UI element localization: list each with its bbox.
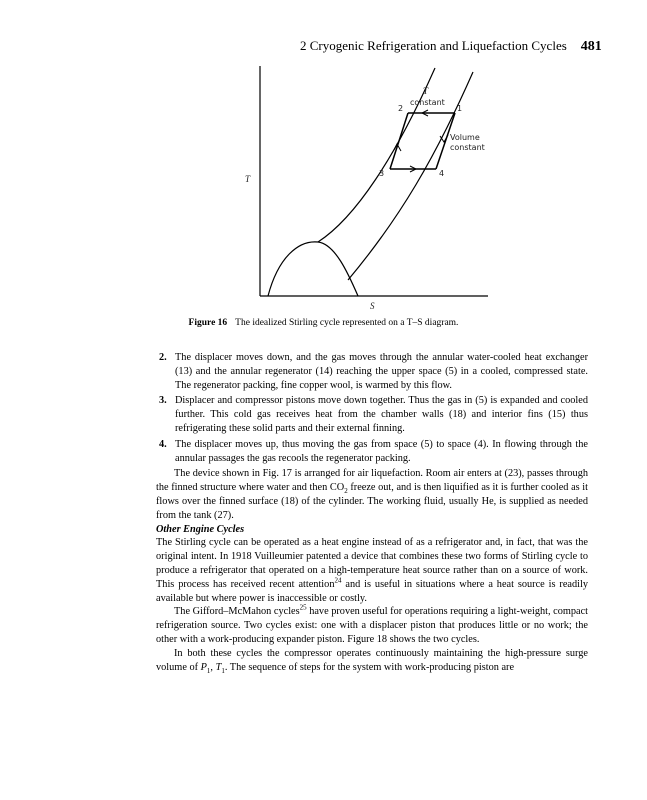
- paragraph-compressor: [156, 647, 588, 675]
- list-item-number: 4.: [159, 438, 167, 450]
- y-axis-label: T: [245, 174, 251, 184]
- paragraph-device: [156, 467, 588, 522]
- x-axis-label: S: [370, 301, 375, 311]
- subscript: 1: [206, 666, 211, 675]
- paragraph-stirling: [156, 536, 588, 605]
- running-header: [300, 38, 602, 55]
- body-text: [156, 351, 588, 674]
- paragraph-gifford-mcmahon: [156, 605, 588, 646]
- volume-constant-curve-left: [318, 68, 435, 242]
- reference-superscript: 25: [299, 603, 307, 612]
- point-2-label: 2: [398, 104, 404, 113]
- point-3-label: 3: [379, 169, 385, 178]
- point-1-label: 1: [457, 104, 463, 113]
- list-item: [156, 438, 588, 466]
- ts-diagram-figure: [230, 58, 495, 313]
- paragraph-text: . The sequence of steps for the system with work-producing piston are: [224, 661, 515, 673]
- paragraph-text: The Stirling cycle can be operated as a heat engine instead of as a refrigerator and, in fact, that was the original intent. In 1918 Vuilleumier patented a device that combines these two forms of Stirling cycle to produce a refrigerator that operated on a high-temperature heat source rather than on a source of work. This process has received recent attention: [156, 537, 588, 590]
- list-item-text: The displacer moves down, and the gas moves through the annular water-cooled heat exchanger (13) and the annular regenerator (14) reaching the upper space (5) in a cooled, compressed state. The regenerator packing, fine copper wool, is warmed by this flow.: [175, 352, 588, 391]
- paragraph-text: and is useful in situations where a heat source is readily available but where power is inaccessible or costly.: [156, 578, 588, 604]
- point-4-label: 4: [439, 169, 445, 178]
- section-heading: Other Engine Cycles: [156, 523, 245, 535]
- figure-caption-label: Figure 16: [188, 318, 228, 328]
- separator-text: ,: [210, 661, 216, 673]
- page-number: 481: [580, 39, 602, 54]
- list-item-number: 3.: [159, 395, 167, 407]
- subscript: 2: [344, 487, 348, 496]
- list-item-text: The displacer moves up, thus moving the gas from space (5) to space (4). In flowing through the annular passages the gas recools the regenerator packing.: [175, 438, 588, 464]
- numbered-steps-list: [156, 351, 588, 465]
- paragraph-text: freeze out, and is then liquified as it is further cooled as it flows over the finned surface (18) of the cylinder. The working fluid, usually He, is supplied as needed from the tank (27).: [156, 482, 588, 521]
- variable-p: P: [200, 661, 207, 673]
- v-constant-label-line2: constant: [450, 143, 485, 152]
- isochore-left-line: [390, 113, 408, 169]
- reference-superscript: 24: [334, 576, 342, 585]
- subscript: 1: [221, 666, 225, 675]
- vapor-dome-curve: [268, 242, 358, 296]
- variable-t: T: [215, 661, 222, 673]
- figure-caption-text: The idealized Stirling cycle represented on a T–S diagram.: [235, 318, 459, 328]
- t-constant-label: constant: [410, 98, 445, 107]
- paragraph-text: have proven useful for operations requiring a light-weight, compact refrigeration source. Two cycles exist: one with a displacer piston that produces little or no work; the other with a work-producing expander piston. Figure 18 shows the two cycles.: [156, 606, 589, 645]
- ts-diagram: [230, 58, 495, 313]
- figure-caption: [0, 318, 647, 328]
- v-constant-label-line1: Volume: [450, 133, 480, 142]
- list-item-text: Displacer and compressor pistons move down together. Thus the gas in (5) is expanded and cooled further. This cold gas receives heat from the chamber walls (18) and interior fins (15) thus refrigerating these solid parts and their external finning.: [175, 395, 588, 434]
- list-item-number: 2.: [159, 352, 167, 363]
- paragraph-text: The device shown in Fig. 17 is arranged for air liquefaction. Room air enters at (23), passes through the finned structure where water and then CO: [156, 468, 588, 494]
- list-item: [156, 394, 588, 435]
- t-constant-label-t: T: [423, 86, 429, 96]
- paragraph-text: In both these cycles the compressor operates continuously maintaining the high-pressure surge volume of: [156, 647, 588, 673]
- list-item: [156, 351, 588, 392]
- paragraph-text: The Gifford–McMahon cycles: [174, 606, 300, 618]
- chapter-title: 2 Cryogenic Refrigeration and Liquefaction Cycles: [300, 38, 567, 53]
